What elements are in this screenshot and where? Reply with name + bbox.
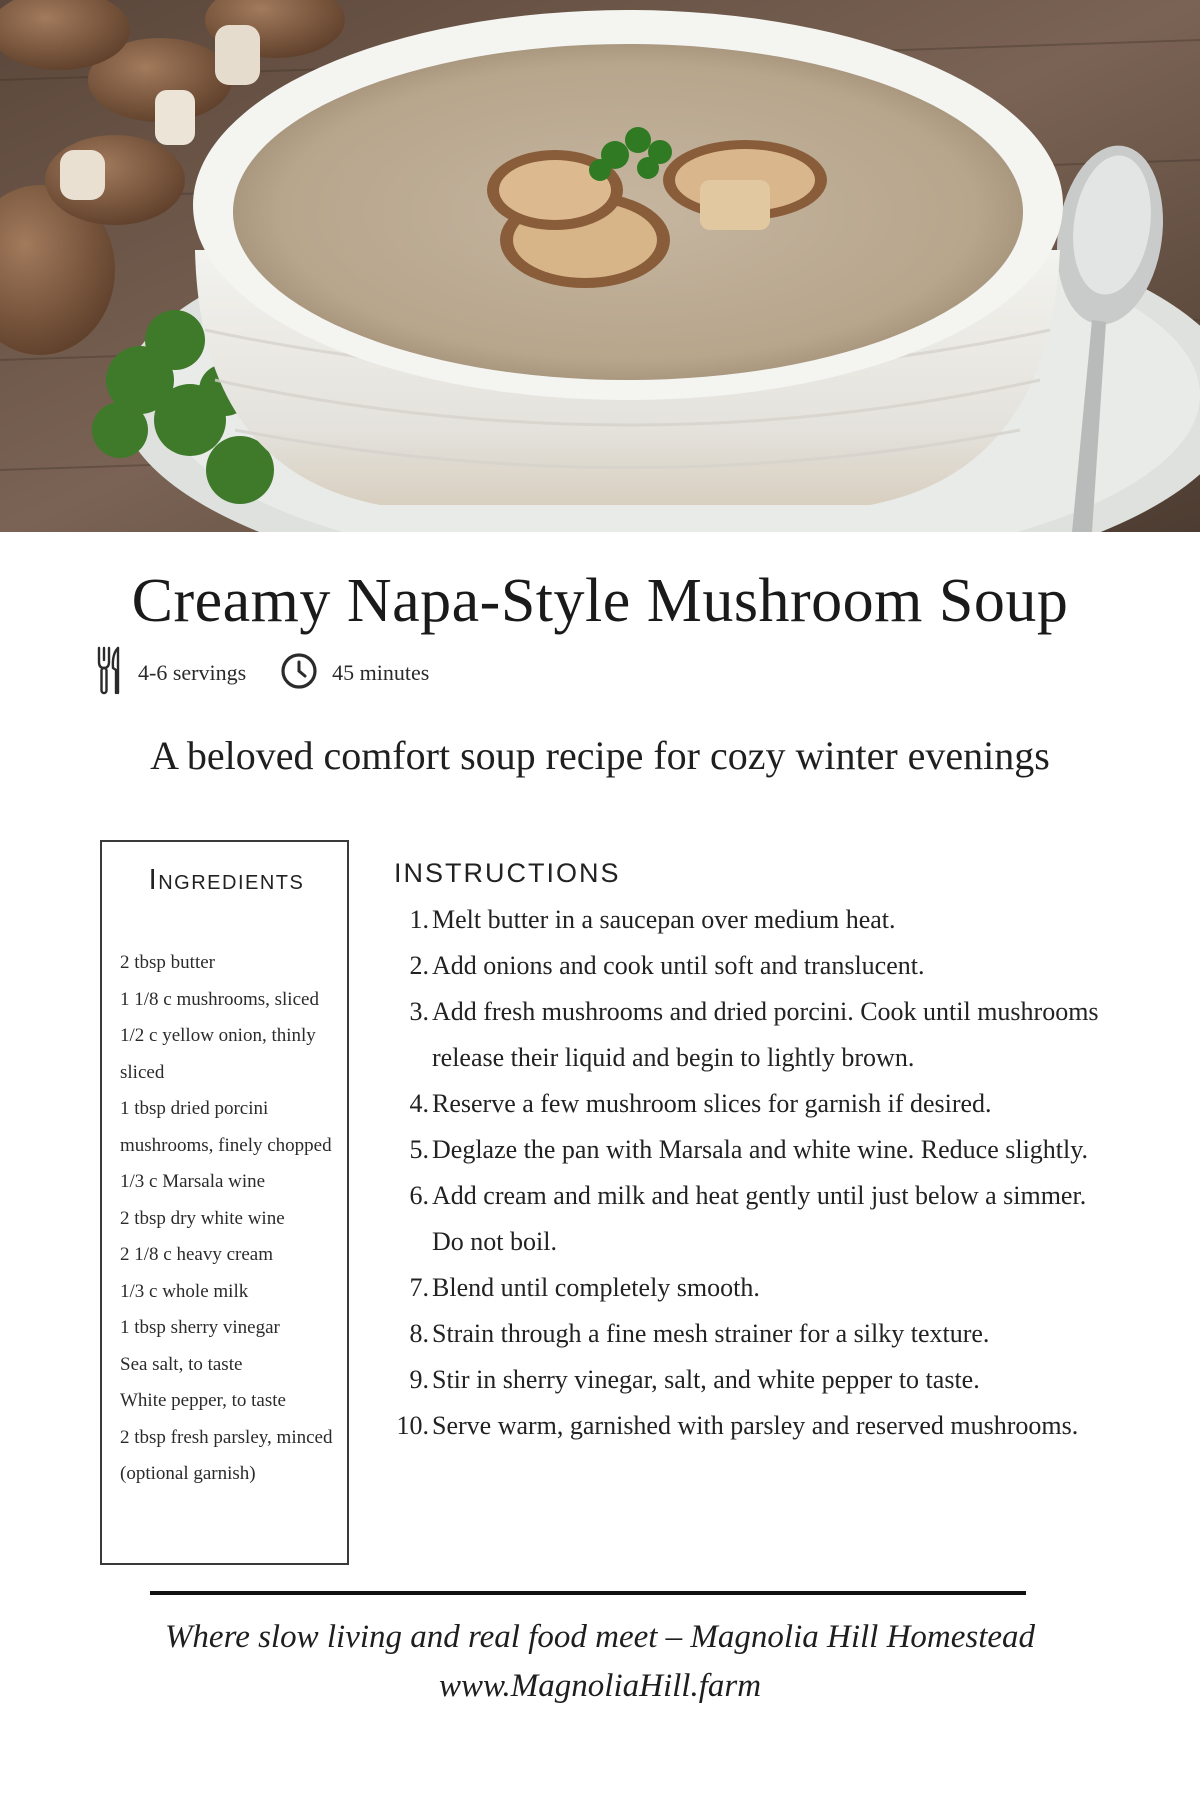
recipe-subtitle: A beloved comfort soup recipe for cozy winter evenings — [150, 733, 1050, 778]
step-text: Reserve a few mushroom slices for garnish if desired. — [432, 1089, 992, 1118]
instruction-step — [394, 1127, 1124, 1173]
instruction-step — [394, 1265, 1124, 1311]
step-number: 4. — [409, 1089, 429, 1118]
step-text: Stir in sherry vinegar, salt, and white pepper to taste. — [432, 1365, 980, 1394]
ingredient-item: 2 tbsp fresh parsley, minced (optional garnish) — [120, 1426, 333, 1484]
mushroom-soup-illustration — [0, 0, 1200, 532]
step-text: Melt butter in a saucepan over medium heat. — [432, 905, 896, 934]
ingredient-item: 1/3 c Marsala wine — [120, 1171, 266, 1192]
ingredient-item: 2 tbsp dry white wine — [120, 1207, 285, 1229]
step-text: Add cream and milk and heat gently until just below a simmer. Do not boil. — [432, 1181, 1087, 1256]
recipe-meta — [96, 648, 429, 698]
step-number: 7. — [409, 1273, 429, 1302]
ingredient-item: Sea salt, to taste — [120, 1353, 243, 1375]
ingredient-item: 1/2 c yellow onion, thinly sliced — [120, 1025, 316, 1083]
ingredients-list — [120, 945, 333, 1493]
servings-text: 4-6 servings — [138, 660, 247, 685]
step-text: Deglaze the pan with Marsala and white wine. Reduce slightly. — [432, 1135, 1089, 1164]
ingredient-item: 1 tbsp dried porcini mushrooms, finely chopped — [120, 1098, 332, 1156]
instructions-list — [394, 897, 1124, 1449]
step-text: Strain through a fine mesh strainer for a silky texture. — [432, 1319, 990, 1348]
step-number: 5. — [409, 1135, 429, 1164]
instruction-step — [394, 897, 1124, 943]
instruction-step — [394, 943, 1124, 989]
step-number: 8. — [409, 1319, 429, 1348]
fork-knife-icon — [96, 646, 124, 700]
step-number: 6. — [409, 1181, 429, 1210]
ingredient-item: 1/3 c whole milk — [120, 1280, 249, 1302]
instructions-heading: INSTRUCTIONS — [394, 858, 621, 888]
ingredient-item: 2 1/8 c heavy cream — [120, 1244, 273, 1265]
instruction-step — [394, 989, 1124, 1081]
recipe-title: Creamy Napa-Style Mushroom Soup — [131, 567, 1069, 635]
ingredient-item: 2 tbsp butter — [120, 952, 215, 973]
ingredient-item: White pepper, to taste — [120, 1390, 286, 1411]
ingredients-box — [100, 840, 349, 1565]
instruction-step — [394, 1081, 1124, 1127]
instruction-step — [394, 1311, 1124, 1357]
step-number: 10. — [396, 1411, 429, 1440]
soup-photo — [0, 0, 1200, 532]
step-text: Add onions and cook until soft and translucent. — [432, 951, 925, 980]
time-text: 45 minutes — [332, 660, 430, 685]
ingredients-heading: Ingredients — [148, 864, 305, 896]
footer-tagline: Where slow living and real food meet – Magnolia Hill Homestead — [164, 1619, 1036, 1655]
step-number: 3. — [409, 997, 429, 1026]
footer-divider — [150, 1591, 1026, 1595]
step-number: 2. — [409, 951, 429, 980]
instruction-step — [394, 1403, 1124, 1449]
step-number: 9. — [409, 1365, 429, 1394]
footer-url[interactable]: www.MagnoliaHill.farm — [438, 1668, 762, 1704]
step-number: 1. — [409, 905, 429, 934]
instructions-section — [394, 858, 1124, 1449]
step-text: Blend until completely smooth. — [432, 1273, 760, 1302]
ingredient-item: 1 tbsp sherry vinegar — [120, 1317, 280, 1338]
instruction-step — [394, 1357, 1124, 1403]
ingredient-item: 1 1/8 c mushrooms, sliced — [120, 988, 319, 1010]
step-text: Add fresh mushrooms and dried porcini. Cook until mushrooms release their liquid and begin to lightly brown. — [432, 997, 1099, 1072]
clock-icon — [280, 652, 318, 694]
step-text: Serve warm, garnished with parsley and reserved mushrooms. — [432, 1411, 1079, 1440]
instruction-step — [394, 1173, 1124, 1265]
